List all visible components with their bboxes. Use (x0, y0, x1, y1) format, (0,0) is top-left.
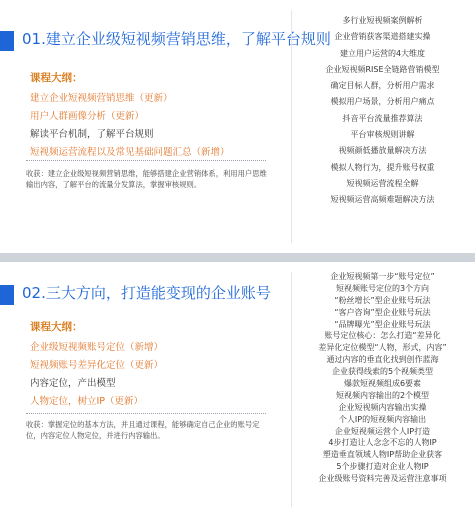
course-heading: 01.建立企业级短视频营销思维，了解平台规则 (22, 30, 331, 48)
topic-item: 5个步骤打造对企业人物IP (336, 462, 429, 472)
course-card-left-panel (0, 262, 291, 517)
topic-item: “品牌曝光”型企业账号玩法 (334, 319, 431, 329)
outline-list (30, 339, 163, 411)
outline-item: 短视频账号差异化定位（更新） (30, 360, 164, 371)
topic-item: 抖音平台流量推荐算法 (342, 113, 423, 123)
outline-item: 用户人群画像分析（更新） (30, 111, 145, 122)
topic-item: 短视频运营高频难题解决方法 (330, 195, 435, 205)
topic-item: 爆款短视频组成6要素 (343, 379, 422, 389)
topic-item: 通过内容的垂直化找到创作蓝海 (326, 355, 439, 365)
topic-item: 企业短视频RISE全链路营销模型 (325, 64, 440, 74)
topic-list (300, 13, 465, 209)
dotted-divider (26, 413, 266, 414)
column-divider (291, 10, 292, 243)
outline-list (30, 90, 230, 162)
topic-item: 视频颜低播放量解决方法 (338, 146, 427, 156)
topic-item: 账号定位核心：怎么打造“差异化 (324, 331, 441, 341)
outline-item: 企业级短视频账号定位（新增） (30, 342, 164, 353)
outline-item: 人物定位，树立IP（更新） (30, 396, 144, 407)
dotted-divider (26, 160, 266, 161)
topic-item: 确定目标人群，分析用户需求 (330, 81, 435, 91)
topic-item: 企业营销获客渠道搭建实操 (334, 32, 431, 42)
topic-item: 企业短视频第一步“账号定位” (330, 272, 435, 281)
topic-item: 短视频内容输出的2个模型 (335, 390, 430, 400)
outline-item: 解读平台机制，了解平台规则 (30, 129, 154, 140)
topic-item: 短视频账号定位的3个方向 (335, 283, 430, 293)
heading-accent-bar (0, 31, 14, 51)
topic-item: 模拟用户场景，分析用户痛点 (330, 97, 435, 107)
topic-item: 短视频运营流程全解 (346, 178, 419, 188)
topic-item: “粉丝增长”型企业账号玩法 (334, 295, 431, 305)
topic-item: 平台审核规则讲解 (350, 130, 415, 140)
topic-item: 多行业短视频案例解析 (342, 16, 423, 25)
course-summary: 收获：建立企业级短视频营销思维，能够搭建企业营销体系，利用用户思维输出内容，了解平台的流量分发算法，掌握审核规则。 (26, 169, 267, 189)
topic-item: 企业级账号资料完善及运营注意事项 (318, 474, 447, 484)
column-divider (291, 272, 292, 507)
topic-item: 模拟人物行为，提升账号权重 (330, 162, 435, 172)
topic-item: 差异化定位模型“人物，形式，内容” (318, 343, 447, 353)
topic-item: 个人IP的短视频内容输出 (338, 414, 427, 424)
outline-item: 短视频运营流程以及常见基础问题汇总（新增） (30, 147, 230, 158)
topic-item: 塑造垂直领域人物IP帮助企业获客 (322, 450, 443, 460)
course-card-1 (0, 0, 475, 253)
topic-item: 企业短视频内容输出实操 (338, 402, 427, 412)
topic-item: “客户咨询”型企业账号玩法 (334, 307, 431, 317)
topic-list (300, 271, 465, 485)
course-summary: 收获：掌握定位的基本方法，并且通过课程，能够确定自己企业的账号定位，内容定位人物定位，并进行内容输出。 (26, 420, 260, 440)
course-card-2 (0, 262, 475, 517)
outline-item: 内容定位，产出模型 (30, 378, 116, 389)
topic-item: 建立用户运营的4大维度 (339, 48, 426, 58)
heading-accent-bar (0, 285, 14, 305)
course-card-left-panel (0, 0, 331, 253)
topic-item: 企业获得线索的5个视频类型 (331, 367, 434, 377)
topic-item: 企业短视频运营个人IP打造 (334, 426, 431, 436)
outline-item: 建立企业短视频营销思维（更新） (30, 93, 173, 104)
course-heading: 02.三大方向，打造能变现的企业账号 (22, 284, 271, 302)
outline-title: 课程大纲： (30, 72, 83, 84)
topic-item: 4步打造让人念念不忘的人物IP (328, 438, 437, 448)
outline-title: 课程大纲： (30, 321, 83, 333)
